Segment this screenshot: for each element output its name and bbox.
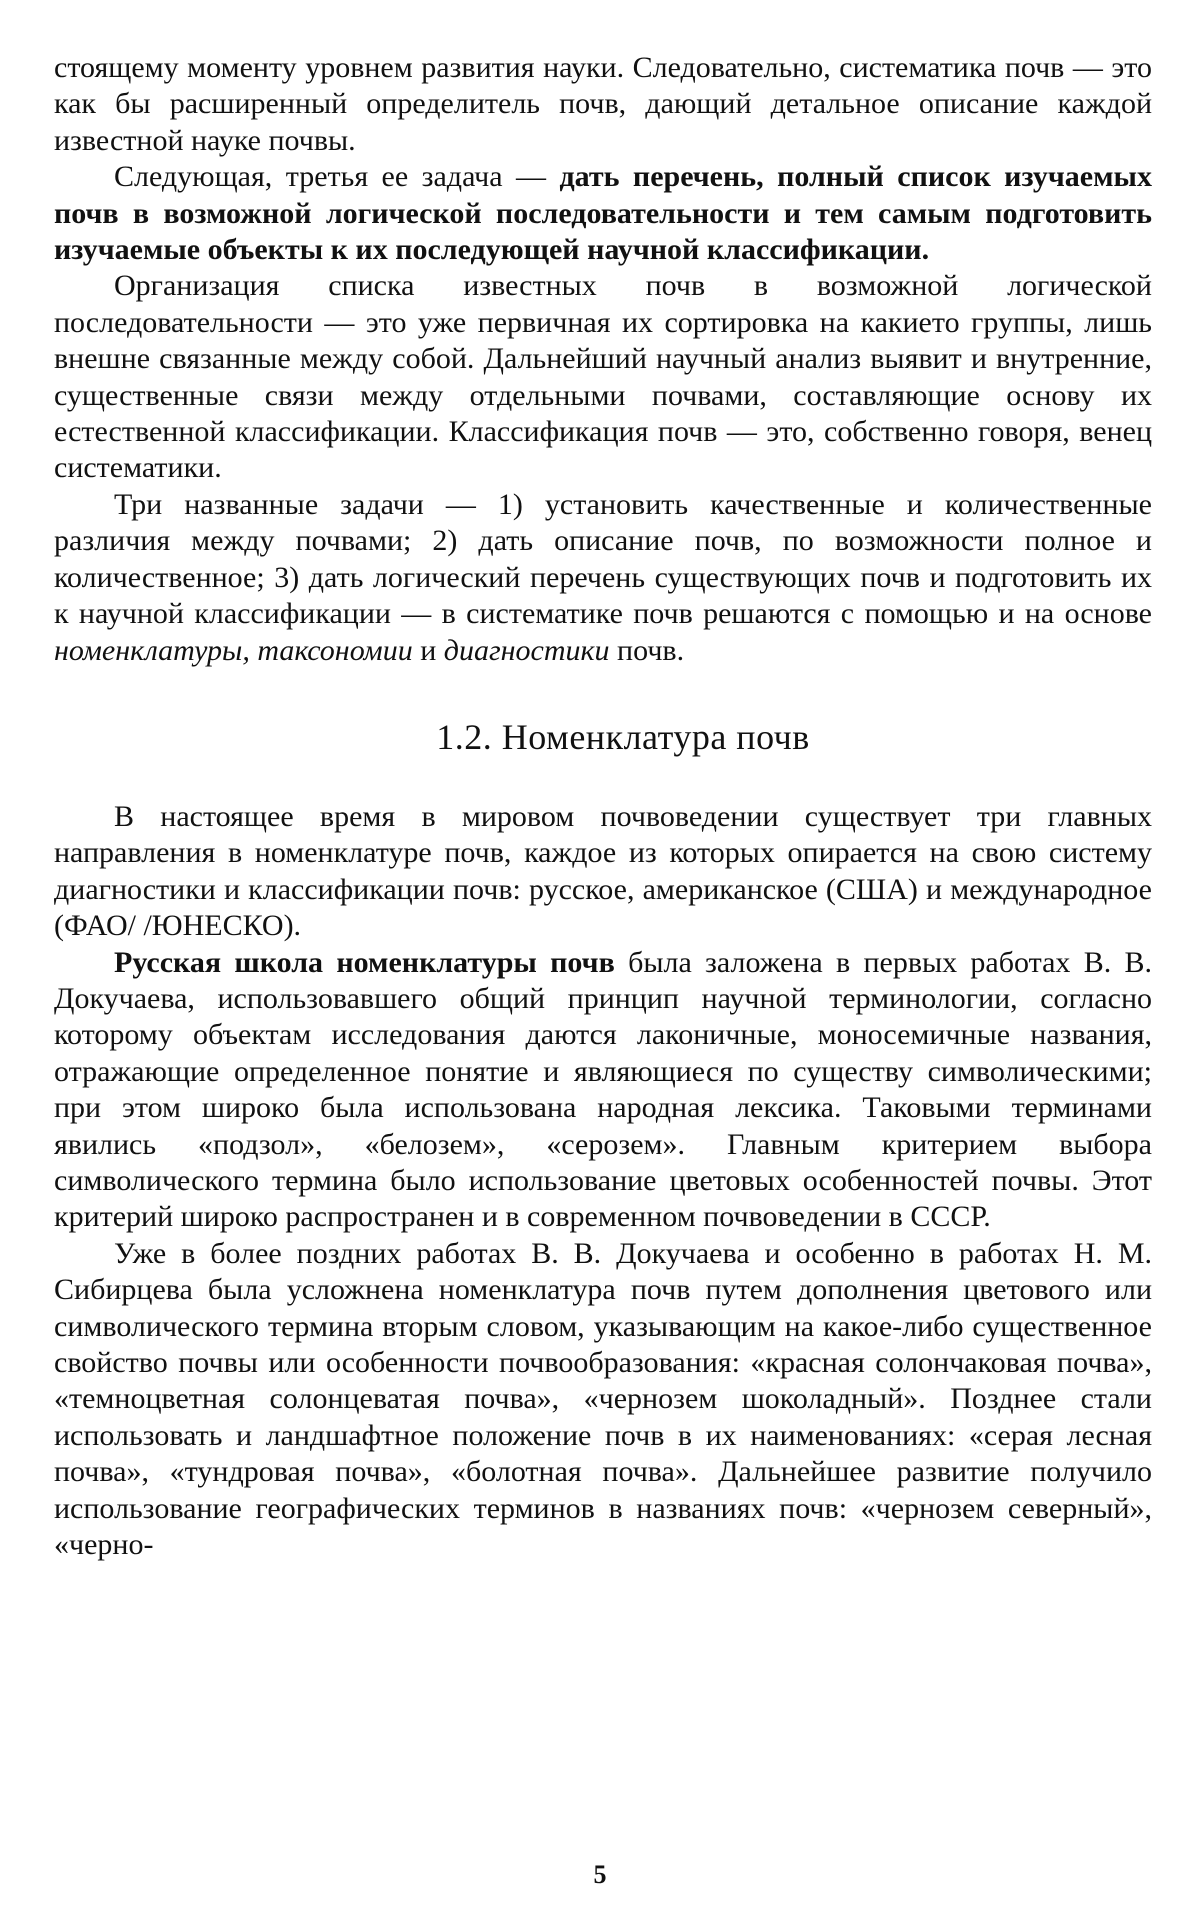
text-run: Три названные задачи — 1) установить качественные и количественные различия между почвами; 2) дать описание почв, по возможности полное и количественное; 3) дать логический перечень существующих почв и подготовить их к научной классификации — в систематике почв решаются с помощью и на основе [54, 487, 1152, 631]
section-heading: 1.2. Номенклатура почв [436, 716, 810, 757]
paragraph [54, 159, 1152, 268]
italic-term: диагностики [443, 633, 610, 667]
text-run: Следующая, третья ее задача — [114, 160, 560, 194]
text-run: Организация списка известных почв в возможной логической последовательности — это уже первичная их сортировка на какието группы, лишь внешне связанные между собой. Дальнейший научный анализ выявит и внутренние, существенные связи между отдельными почвами, составляющие основу их естественной классификации. Классификация почв — это, собственно говоря, венец систематики. [54, 269, 1152, 485]
paragraph [54, 1236, 1152, 1564]
text-run: Уже в более поздних работах В. В. Докучаева и особенно в работах Н. М. Сибирцева была усложнена номенклатура почв путем дополнения цветового или символического термина вторым словом, указывающим на какое-либо существенное свойство почвы или особенности почвообразования: «красная солончаковая почва», «темноцветная солонцеватая почва», «чернозем шоколадный». Позднее стали использовать и ландшафтное положение почв в их наименованиях: «серая лесная почва», «тундровая почва», «болотная почва». Дальнейшее развитие получило использование географических терминов в названиях почв: «чернозем северный», «черно- [54, 1236, 1152, 1562]
italic-term: номенклатуры, таксономии [54, 633, 413, 667]
text-block-bottom [54, 799, 1152, 1564]
paragraph [54, 487, 1152, 669]
paragraph [54, 945, 1152, 1236]
text-run: В настоящее время в мировом почвоведении существует три главных направления в номенклатуре почв, каждое из которых опирается на свою систему диагностики и классификации почв: русское, американское (США) и международное (ФАО/ /ЮНЕСКО). [54, 799, 1152, 943]
text-run: и [412, 633, 444, 667]
text-run: стоящему моменту уровнем развития науки. Следовательно, систематика почв — это как бы расширенный определитель почв, дающий детальное описание каждой известной науке почвы. [54, 51, 1152, 157]
paragraph [54, 799, 1152, 945]
text-run: была заложена в первых работах В. В. Докучаева, использовавшего общий принцип научной терминологии, согласно которому объектам исследования даются лаконичные, моносемичные названия, отражающие определенное понятие и являющиеся по существу символическими; при этом широко была использована народная лексика. Таковыми терминами явились «подзол», «белозем», «серозем». Главным критерием выбора символического термина было использование цветовых особенностей почвы. Этот критерий широко распространен и в современном почвоведении в СССР. [54, 945, 1153, 1234]
bold-run: Русская школа номенклатуры почв [114, 945, 615, 979]
text-block-top [54, 50, 1152, 669]
paragraph [54, 50, 1152, 159]
paragraph [54, 268, 1152, 486]
bold-run: дать перечень, полный список изучаемых почв в возможной логической последовательности и тем самым подготовить изучаемые объекты к их последующей научной классификации. [54, 160, 1152, 267]
page-number: 5 [593, 1860, 607, 1889]
text-run: почв. [609, 633, 685, 667]
